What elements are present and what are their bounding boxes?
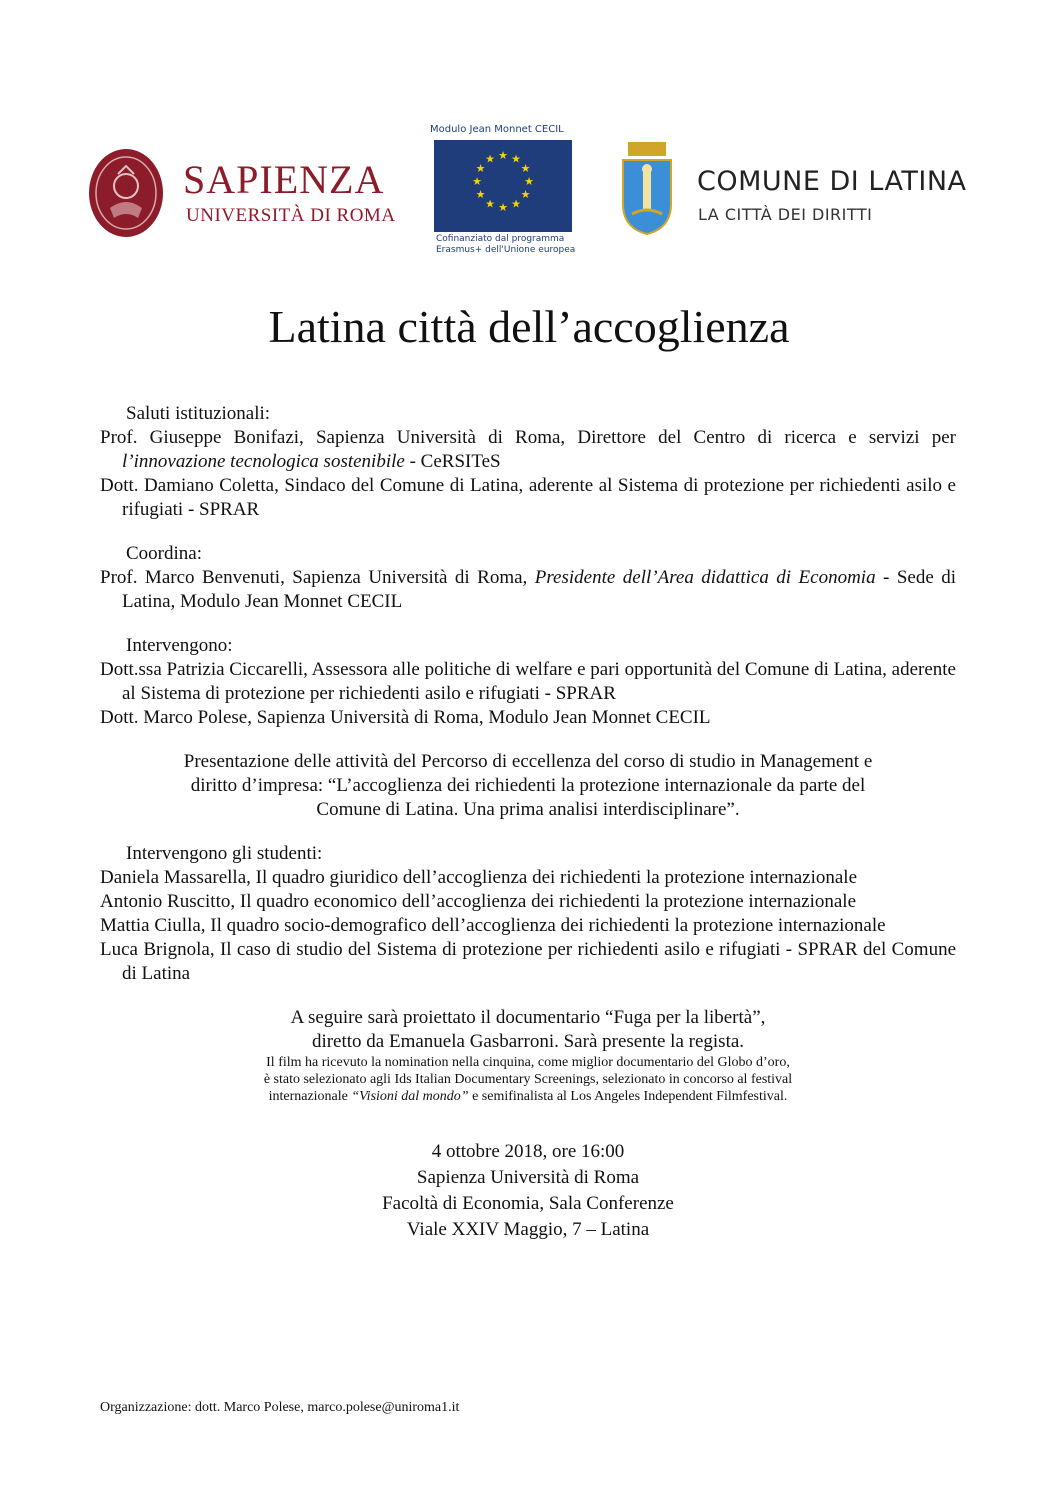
svg-text:★: ★	[498, 201, 508, 214]
eu-module-label: Modulo Jean Monnet CECIL	[430, 124, 564, 135]
eu-cofinancing-line-1: Cofinanziato dal programma	[436, 234, 565, 244]
documentario-note-3-text: internazionale	[268, 1089, 352, 1104]
coordina-heading: Coordina:	[126, 543, 202, 564]
eu-flag-icon	[434, 140, 572, 232]
svg-text:★: ★	[511, 152, 521, 166]
saluti-entry-1-text: Prof. Giuseppe Bonifazi, Sapienza Università di Roma, Direttore del Centro di ricerca e servizi per	[100, 427, 956, 448]
studenti-entry-1: Daniela Massarella, Il quadro giuridico dell’accoglienza dei richiedenti la protezione internazionale	[100, 867, 858, 888]
intervengono-entry-1: Dott.ssa Patrizia Ciccarelli, Assessora alle politiche di welfare e pari opportunità del Comune di Latina, aderente al Sistema di protezione per richiedenti asilo e rifugiati - SPRAR	[100, 659, 956, 704]
svg-text:★: ★	[485, 152, 495, 166]
svg-text:★: ★	[475, 188, 486, 201]
studenti-entry-3: Mattia Ciulla, Il quadro socio-demografico dell’accoglienza dei richiedenti la protezione internazionale	[100, 915, 886, 936]
spacer	[100, 822, 956, 842]
latina-name: COMUNE DI LATINA	[697, 166, 967, 197]
event-room: Facoltà di Economia, Sala Conferenze	[382, 1193, 674, 1214]
saluti-heading: Saluti istituzionali:	[126, 403, 271, 424]
spacer	[100, 522, 956, 542]
coordina-entry-1	[100, 566, 956, 614]
intervengono-entry-2: Dott. Marco Polese, Sapienza Università di Roma, Modulo Jean Monnet CECIL	[100, 707, 711, 728]
event-date: 4 ottobre 2018, ore 16:00	[431, 1141, 625, 1162]
sapienza-name: SAPIENZA	[183, 157, 385, 202]
presentazione-line-1: Presentazione delle attività del Percorso di eccellenza del corso di studio in Management e	[183, 751, 873, 772]
svg-text:★: ★	[520, 188, 531, 201]
svg-text:★: ★	[524, 175, 534, 188]
documentario-note-1: Il film ha ricevuto la nomination nella cinquina, come miglior documentario del Globo d’oro,	[266, 1055, 790, 1070]
svg-text:★: ★	[520, 162, 531, 175]
saluti-entry-1-suffix: - CeRSITeS	[404, 451, 501, 472]
event-venue: Sapienza Università di Roma	[416, 1167, 640, 1188]
logo-bar	[0, 120, 1058, 270]
coordina-entry-1-suffix: - Sede di Latina, Modulo Jean Monnet CECIL	[122, 567, 956, 612]
saluti-entry-1-italic: l’innovazione tecnologica sostenibile	[122, 451, 405, 472]
svg-text:★: ★	[485, 197, 495, 211]
programme	[100, 402, 956, 1243]
spacer	[100, 1105, 956, 1139]
svg-text:★: ★	[472, 175, 482, 188]
svg-text:★: ★	[511, 197, 521, 211]
organizer-contact: Organizzazione: dott. Marco Polese, marco.polese@uniroma1.it	[100, 1400, 460, 1415]
sapienza-seal-icon	[88, 148, 164, 238]
presentazione-line-2: diritto d’impresa: “L’accoglienza dei richiedenti la protezione internazionale da parte del	[190, 775, 866, 796]
studenti-heading: Intervengono gli studenti:	[126, 843, 323, 864]
spacer	[100, 986, 956, 1006]
latina-crest-icon	[620, 142, 674, 236]
spacer	[100, 614, 956, 634]
documentario-note-3	[100, 1088, 956, 1105]
event-address: Viale XXIV Maggio, 7 – Latina	[406, 1219, 650, 1240]
saluti-entry-1	[100, 426, 956, 474]
presentazione-line-3: Comune di Latina. Una prima analisi interdisciplinare”.	[316, 799, 740, 820]
documentario-note-2: è stato selezionato agli Ids Italian Documentary Screenings, selezionato in concorso al festival	[263, 1072, 793, 1087]
documentario-line-1: A seguire sarà proiettato il documentario “Fuga per la libertà”,	[290, 1007, 766, 1028]
intervengono-heading: Intervengono:	[126, 635, 233, 656]
latina-subtitle: LA CITTÀ DEI DIRITTI	[698, 205, 873, 224]
page-title: Latina città dell’accoglienza	[268, 301, 790, 352]
coordina-entry-1-text: Prof. Marco Benvenuti, Sapienza Università di Roma,	[100, 567, 535, 588]
eu-cofinancing-label	[436, 234, 575, 256]
spacer	[100, 730, 956, 750]
documentario-note-3-italic: “Visioni dal mondo”	[351, 1089, 469, 1104]
sapienza-subtitle: UNIVERSITÀ DI ROMA	[186, 205, 396, 226]
svg-text:★: ★	[475, 162, 486, 175]
eu-cofinancing-line-2: Erasmus+ dell'Unione europea	[436, 245, 576, 255]
studenti-entry-2: Antonio Ruscitto, Il quadro economico dell’accoglienza dei richiedenti la protezione internazionale	[100, 891, 857, 912]
svg-text:★: ★	[498, 149, 508, 162]
studenti-entry-4: Luca Brignola, Il caso di studio del Sistema di protezione per richiedenti asilo e rifugiati - SPRAR del Comune di Latina	[100, 939, 956, 984]
saluti-entry-2: Dott. Damiano Coletta, Sindaco del Comune di Latina, aderente al Sistema di protezione per richiedenti asilo e rifugiati - SPRAR	[100, 475, 956, 520]
documentario-note-3-suffix: e semifinalista al Los Angeles Independent Filmfestival.	[468, 1089, 788, 1104]
coordina-entry-1-italic: Presidente dell’Area didattica di Economia	[534, 567, 876, 588]
documentario-line-2: diretto da Emanuela Gasbarroni. Sarà presente la regista.	[311, 1031, 745, 1052]
